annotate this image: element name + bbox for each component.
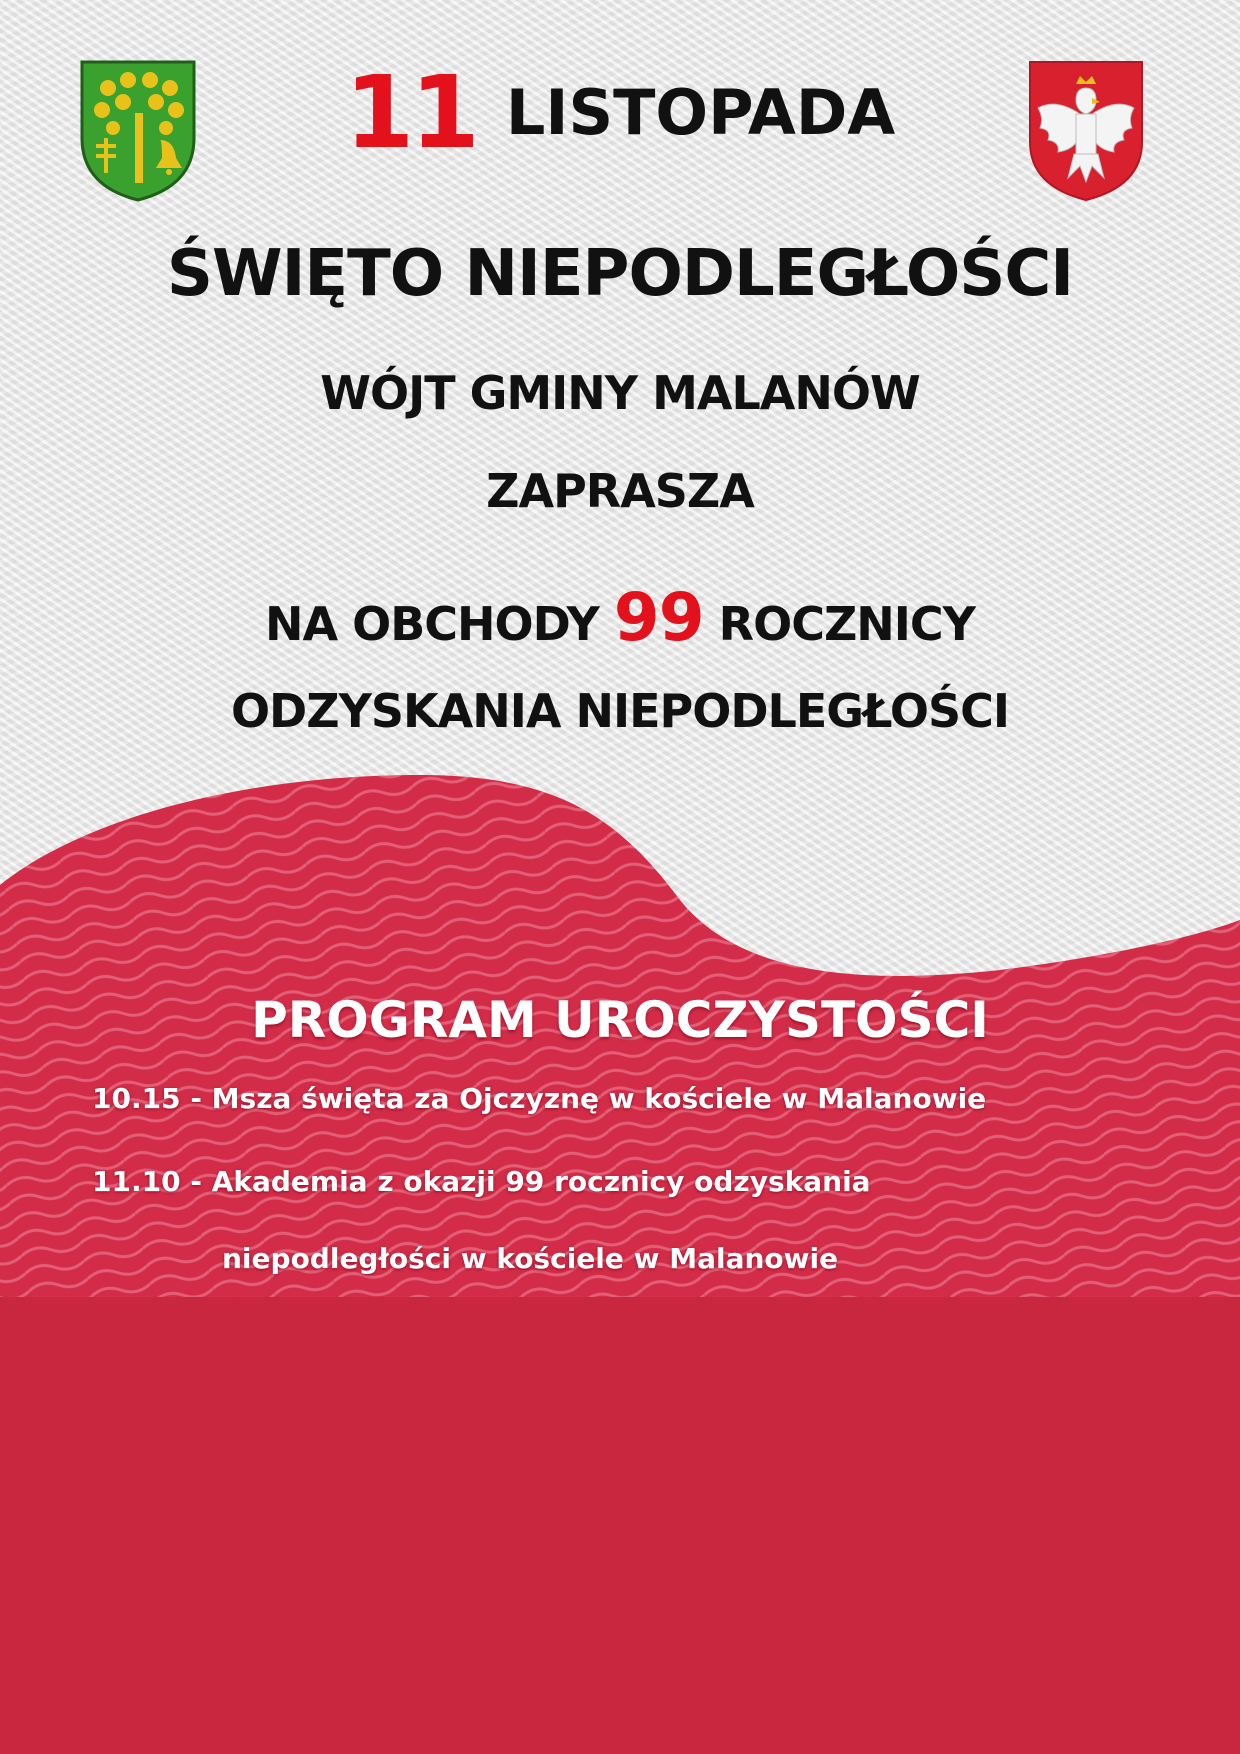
program-heading: PROGRAM UROCZYSTOŚCI — [251, 991, 989, 1049]
date-headline — [300, 55, 940, 170]
host-line: WÓJT GMINY MALANÓW — [320, 366, 920, 420]
anniversary-subline: ODZYSKANIA NIEPODLEGŁOŚCI — [230, 684, 1010, 738]
polish-eagle-icon — [1026, 58, 1146, 203]
program-item-continuation: niepodległości w kościele w Malanowie — [222, 1242, 839, 1275]
anniversary-number: 99 — [613, 579, 704, 656]
gmina-coat-of-arms-icon — [78, 58, 198, 203]
page-title: ŚWIĘTO NIEPODLEGŁOŚCI — [166, 237, 1074, 311]
program-item: 11.10 - Akademia z okazji 99 rocznicy odzyskania — [92, 1165, 871, 1198]
bottom-red-block — [0, 1297, 1240, 1754]
anniversary-line — [0, 579, 1240, 656]
program-item: 10.15 - Msza święta za Ojczyznę w kościele w Malanowie — [92, 1082, 987, 1115]
date-month: LISTOPADA — [505, 75, 896, 149]
anniversary-post: ROCZNICY — [703, 597, 975, 651]
date-day: 11 — [344, 53, 476, 171]
invite-verb: ZAPRASZA — [486, 464, 754, 518]
anniversary-pre: NA OBCHODY — [264, 597, 614, 651]
